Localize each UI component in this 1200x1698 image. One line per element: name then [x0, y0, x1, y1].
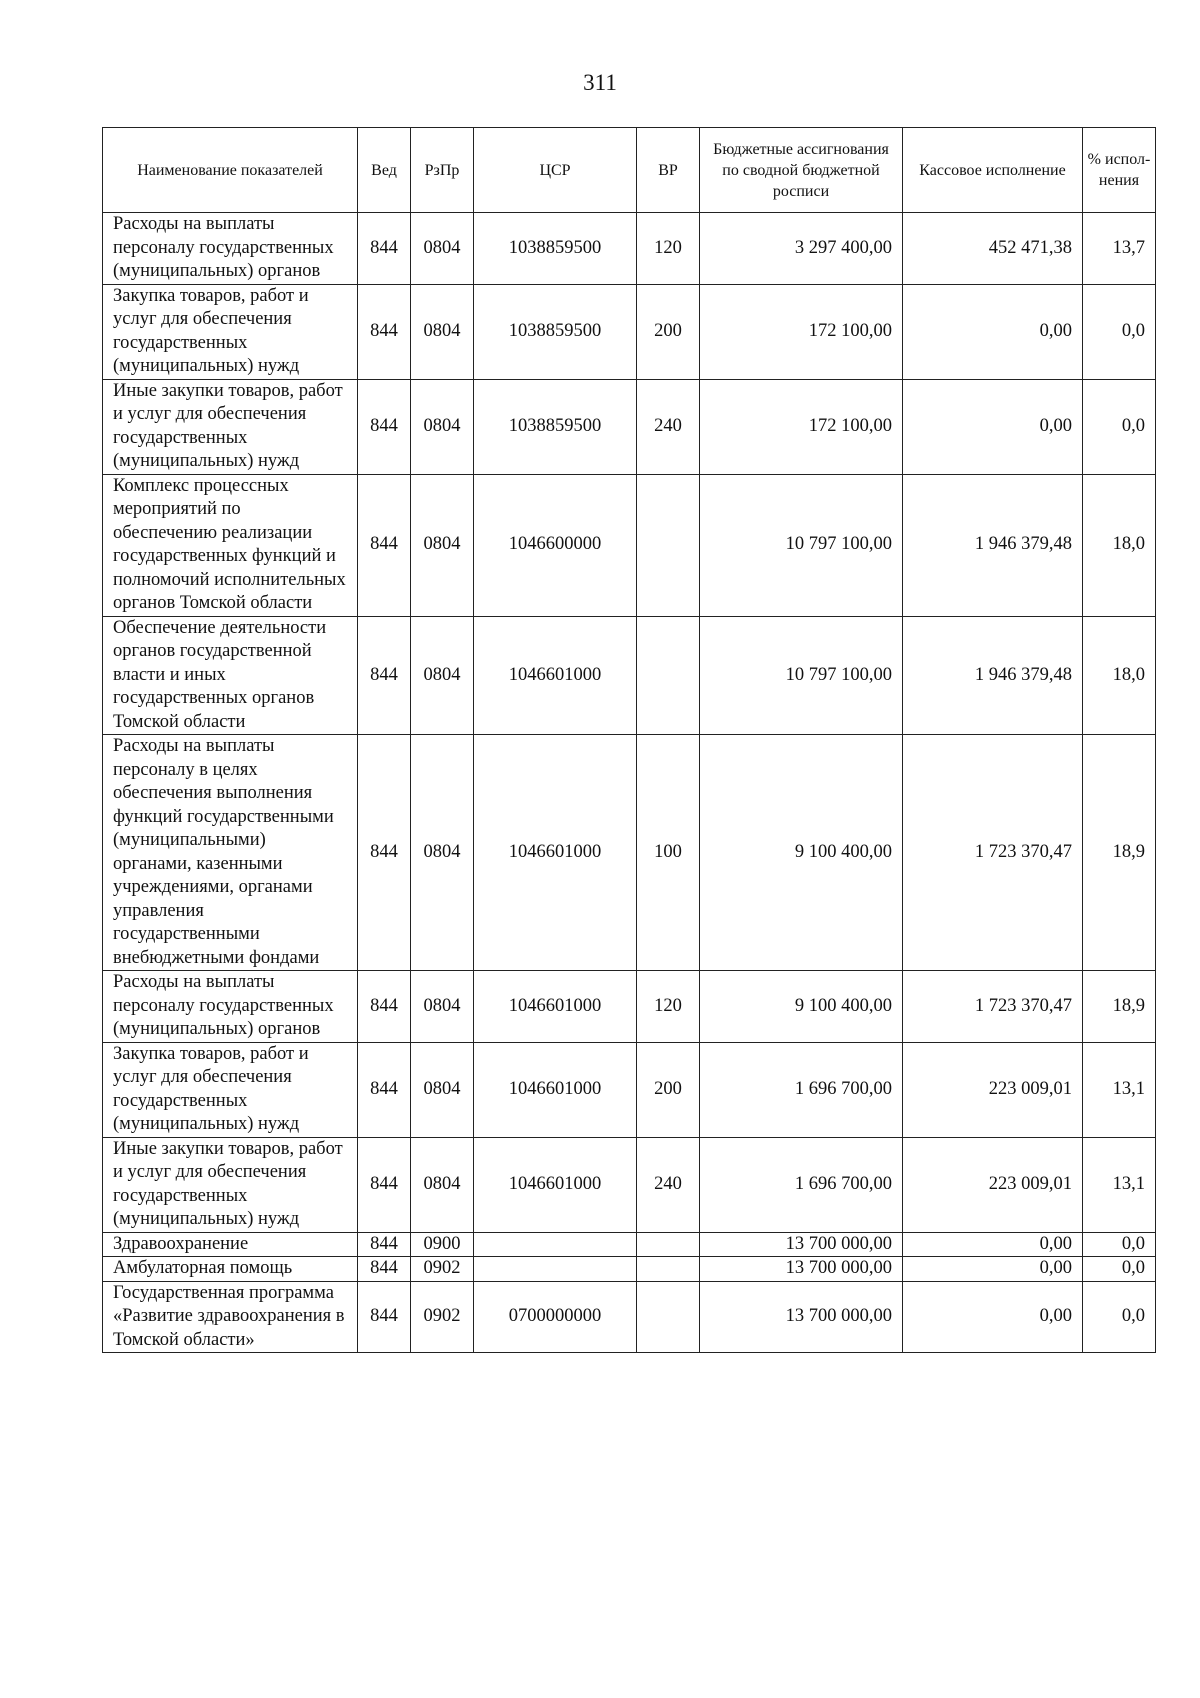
cell-pct: 18,0 [1083, 616, 1156, 735]
cell-name: Комплекс процессных мероприятий по обеспечению реализации государственных функций и полномочий исполнительных органов Томской области [103, 474, 358, 616]
cell-pct: 0,0 [1083, 284, 1156, 379]
cell-csr [474, 1232, 637, 1257]
cell-vr: 120 [637, 213, 700, 285]
cell-budget: 1 696 700,00 [700, 1042, 903, 1137]
cell-csr: 0700000000 [474, 1281, 637, 1353]
cell-cash: 452 471,38 [903, 213, 1083, 285]
budget-execution-table [102, 127, 1156, 1353]
cell-vr: 200 [637, 1042, 700, 1137]
header-cash: Кассовое исполнение [903, 128, 1083, 213]
cell-cash: 1 723 370,47 [903, 971, 1083, 1043]
cell-pct: 18,9 [1083, 971, 1156, 1043]
cell-budget: 13 700 000,00 [700, 1281, 903, 1353]
cell-cash: 0,00 [903, 1257, 1083, 1282]
header-budget: Бюджетные ассигнования по сводной бюджетной росписи [700, 128, 903, 213]
table-row [103, 379, 1156, 474]
table-body [103, 213, 1156, 1353]
cell-csr: 1046601000 [474, 616, 637, 735]
cell-ved: 844 [358, 1137, 411, 1232]
table-row [103, 474, 1156, 616]
table-row [103, 1281, 1156, 1353]
cell-rzpr: 0804 [411, 616, 474, 735]
cell-budget: 10 797 100,00 [700, 616, 903, 735]
header-vr: ВР [637, 128, 700, 213]
cell-budget: 10 797 100,00 [700, 474, 903, 616]
cell-csr: 1046601000 [474, 1042, 637, 1137]
cell-budget: 172 100,00 [700, 379, 903, 474]
cell-budget: 172 100,00 [700, 284, 903, 379]
cell-ved: 844 [358, 1042, 411, 1137]
table-row [103, 213, 1156, 285]
cell-budget: 13 700 000,00 [700, 1232, 903, 1257]
cell-csr: 1038859500 [474, 379, 637, 474]
cell-vr: 240 [637, 1137, 700, 1232]
cell-ved: 844 [358, 616, 411, 735]
table-row [103, 284, 1156, 379]
cell-name: Расходы на выплаты персоналу государственных (муниципальных) органов [103, 213, 358, 285]
cell-ved: 844 [358, 735, 411, 971]
cell-cash: 1 723 370,47 [903, 735, 1083, 971]
cell-rzpr: 0902 [411, 1257, 474, 1282]
cell-rzpr: 0804 [411, 1137, 474, 1232]
cell-pct: 0,0 [1083, 379, 1156, 474]
cell-name: Закупка товаров, работ и услуг для обеспечения государственных (муниципальных) нужд [103, 284, 358, 379]
cell-cash: 0,00 [903, 1232, 1083, 1257]
cell-name: Здравоохранение [103, 1232, 358, 1257]
header-csr: ЦСР [474, 128, 637, 213]
cell-rzpr: 0804 [411, 379, 474, 474]
cell-pct: 0,0 [1083, 1281, 1156, 1353]
cell-vr [637, 1232, 700, 1257]
cell-name: Государственная программа «Развитие здравоохранения в Томской области» [103, 1281, 358, 1353]
cell-rzpr: 0900 [411, 1232, 474, 1257]
cell-cash: 0,00 [903, 379, 1083, 474]
cell-csr: 1038859500 [474, 213, 637, 285]
table-row [103, 971, 1156, 1043]
cell-vr [637, 616, 700, 735]
cell-csr [474, 1257, 637, 1282]
cell-ved: 844 [358, 213, 411, 285]
cell-vr [637, 474, 700, 616]
cell-vr: 100 [637, 735, 700, 971]
cell-pct: 13,1 [1083, 1137, 1156, 1232]
cell-csr: 1046601000 [474, 735, 637, 971]
table-row [103, 1257, 1156, 1282]
header-rzpr: РзПр [411, 128, 474, 213]
cell-cash: 223 009,01 [903, 1042, 1083, 1137]
cell-pct: 13,7 [1083, 213, 1156, 285]
cell-csr: 1046601000 [474, 1137, 637, 1232]
cell-pct: 13,1 [1083, 1042, 1156, 1137]
table-row [103, 616, 1156, 735]
cell-budget: 9 100 400,00 [700, 735, 903, 971]
cell-csr: 1046600000 [474, 474, 637, 616]
cell-cash: 1 946 379,48 [903, 474, 1083, 616]
cell-rzpr: 0804 [411, 474, 474, 616]
cell-name: Обеспечение деятельности органов государственной власти и иных государственных органов Томской области [103, 616, 358, 735]
cell-budget: 9 100 400,00 [700, 971, 903, 1043]
cell-csr: 1038859500 [474, 284, 637, 379]
cell-cash: 0,00 [903, 284, 1083, 379]
cell-ved: 844 [358, 474, 411, 616]
cell-vr: 200 [637, 284, 700, 379]
cell-cash: 1 946 379,48 [903, 616, 1083, 735]
cell-vr [637, 1257, 700, 1282]
cell-name: Иные закупки товаров, работ и услуг для обеспечения государственных (муниципальных) нужд [103, 1137, 358, 1232]
cell-name: Закупка товаров, работ и услуг для обеспечения государственных (муниципальных) нужд [103, 1042, 358, 1137]
cell-rzpr: 0804 [411, 284, 474, 379]
cell-rzpr: 0804 [411, 971, 474, 1043]
table-row [103, 735, 1156, 971]
table-row [103, 1232, 1156, 1257]
cell-ved: 844 [358, 1281, 411, 1353]
table-row [103, 1137, 1156, 1232]
cell-ved: 844 [358, 1257, 411, 1282]
cell-name: Расходы на выплаты персоналу государственных (муниципальных) органов [103, 971, 358, 1043]
header-name: Наименование показателей [103, 128, 358, 213]
cell-rzpr: 0902 [411, 1281, 474, 1353]
page-number: 311 [583, 70, 617, 95]
cell-ved: 844 [358, 284, 411, 379]
cell-pct: 0,0 [1083, 1232, 1156, 1257]
cell-ved: 844 [358, 971, 411, 1043]
cell-vr: 240 [637, 379, 700, 474]
cell-pct: 18,0 [1083, 474, 1156, 616]
cell-ved: 844 [358, 1232, 411, 1257]
cell-budget: 1 696 700,00 [700, 1137, 903, 1232]
table-row [103, 1042, 1156, 1137]
cell-budget: 13 700 000,00 [700, 1257, 903, 1282]
cell-name: Иные закупки товаров, работ и услуг для обеспечения государственных (муниципальных) нужд [103, 379, 358, 474]
cell-pct: 0,0 [1083, 1257, 1156, 1282]
cell-rzpr: 0804 [411, 735, 474, 971]
header-ved: Вед [358, 128, 411, 213]
header-pct: % испол-нения [1083, 128, 1156, 213]
cell-cash: 0,00 [903, 1281, 1083, 1353]
cell-ved: 844 [358, 379, 411, 474]
cell-csr: 1046601000 [474, 971, 637, 1043]
cell-vr: 120 [637, 971, 700, 1043]
cell-pct: 18,9 [1083, 735, 1156, 971]
cell-rzpr: 0804 [411, 1042, 474, 1137]
cell-vr [637, 1281, 700, 1353]
cell-budget: 3 297 400,00 [700, 213, 903, 285]
cell-name: Расходы на выплаты персоналу в целях обеспечения выполнения функций государственными (муниципальными) органами, казенными учреждениями, органами управления государственными внебюджетными фондами [103, 735, 358, 971]
cell-name: Амбулаторная помощь [103, 1257, 358, 1282]
table-header [103, 128, 1156, 213]
header-row [103, 128, 1156, 213]
cell-cash: 223 009,01 [903, 1137, 1083, 1232]
cell-rzpr: 0804 [411, 213, 474, 285]
